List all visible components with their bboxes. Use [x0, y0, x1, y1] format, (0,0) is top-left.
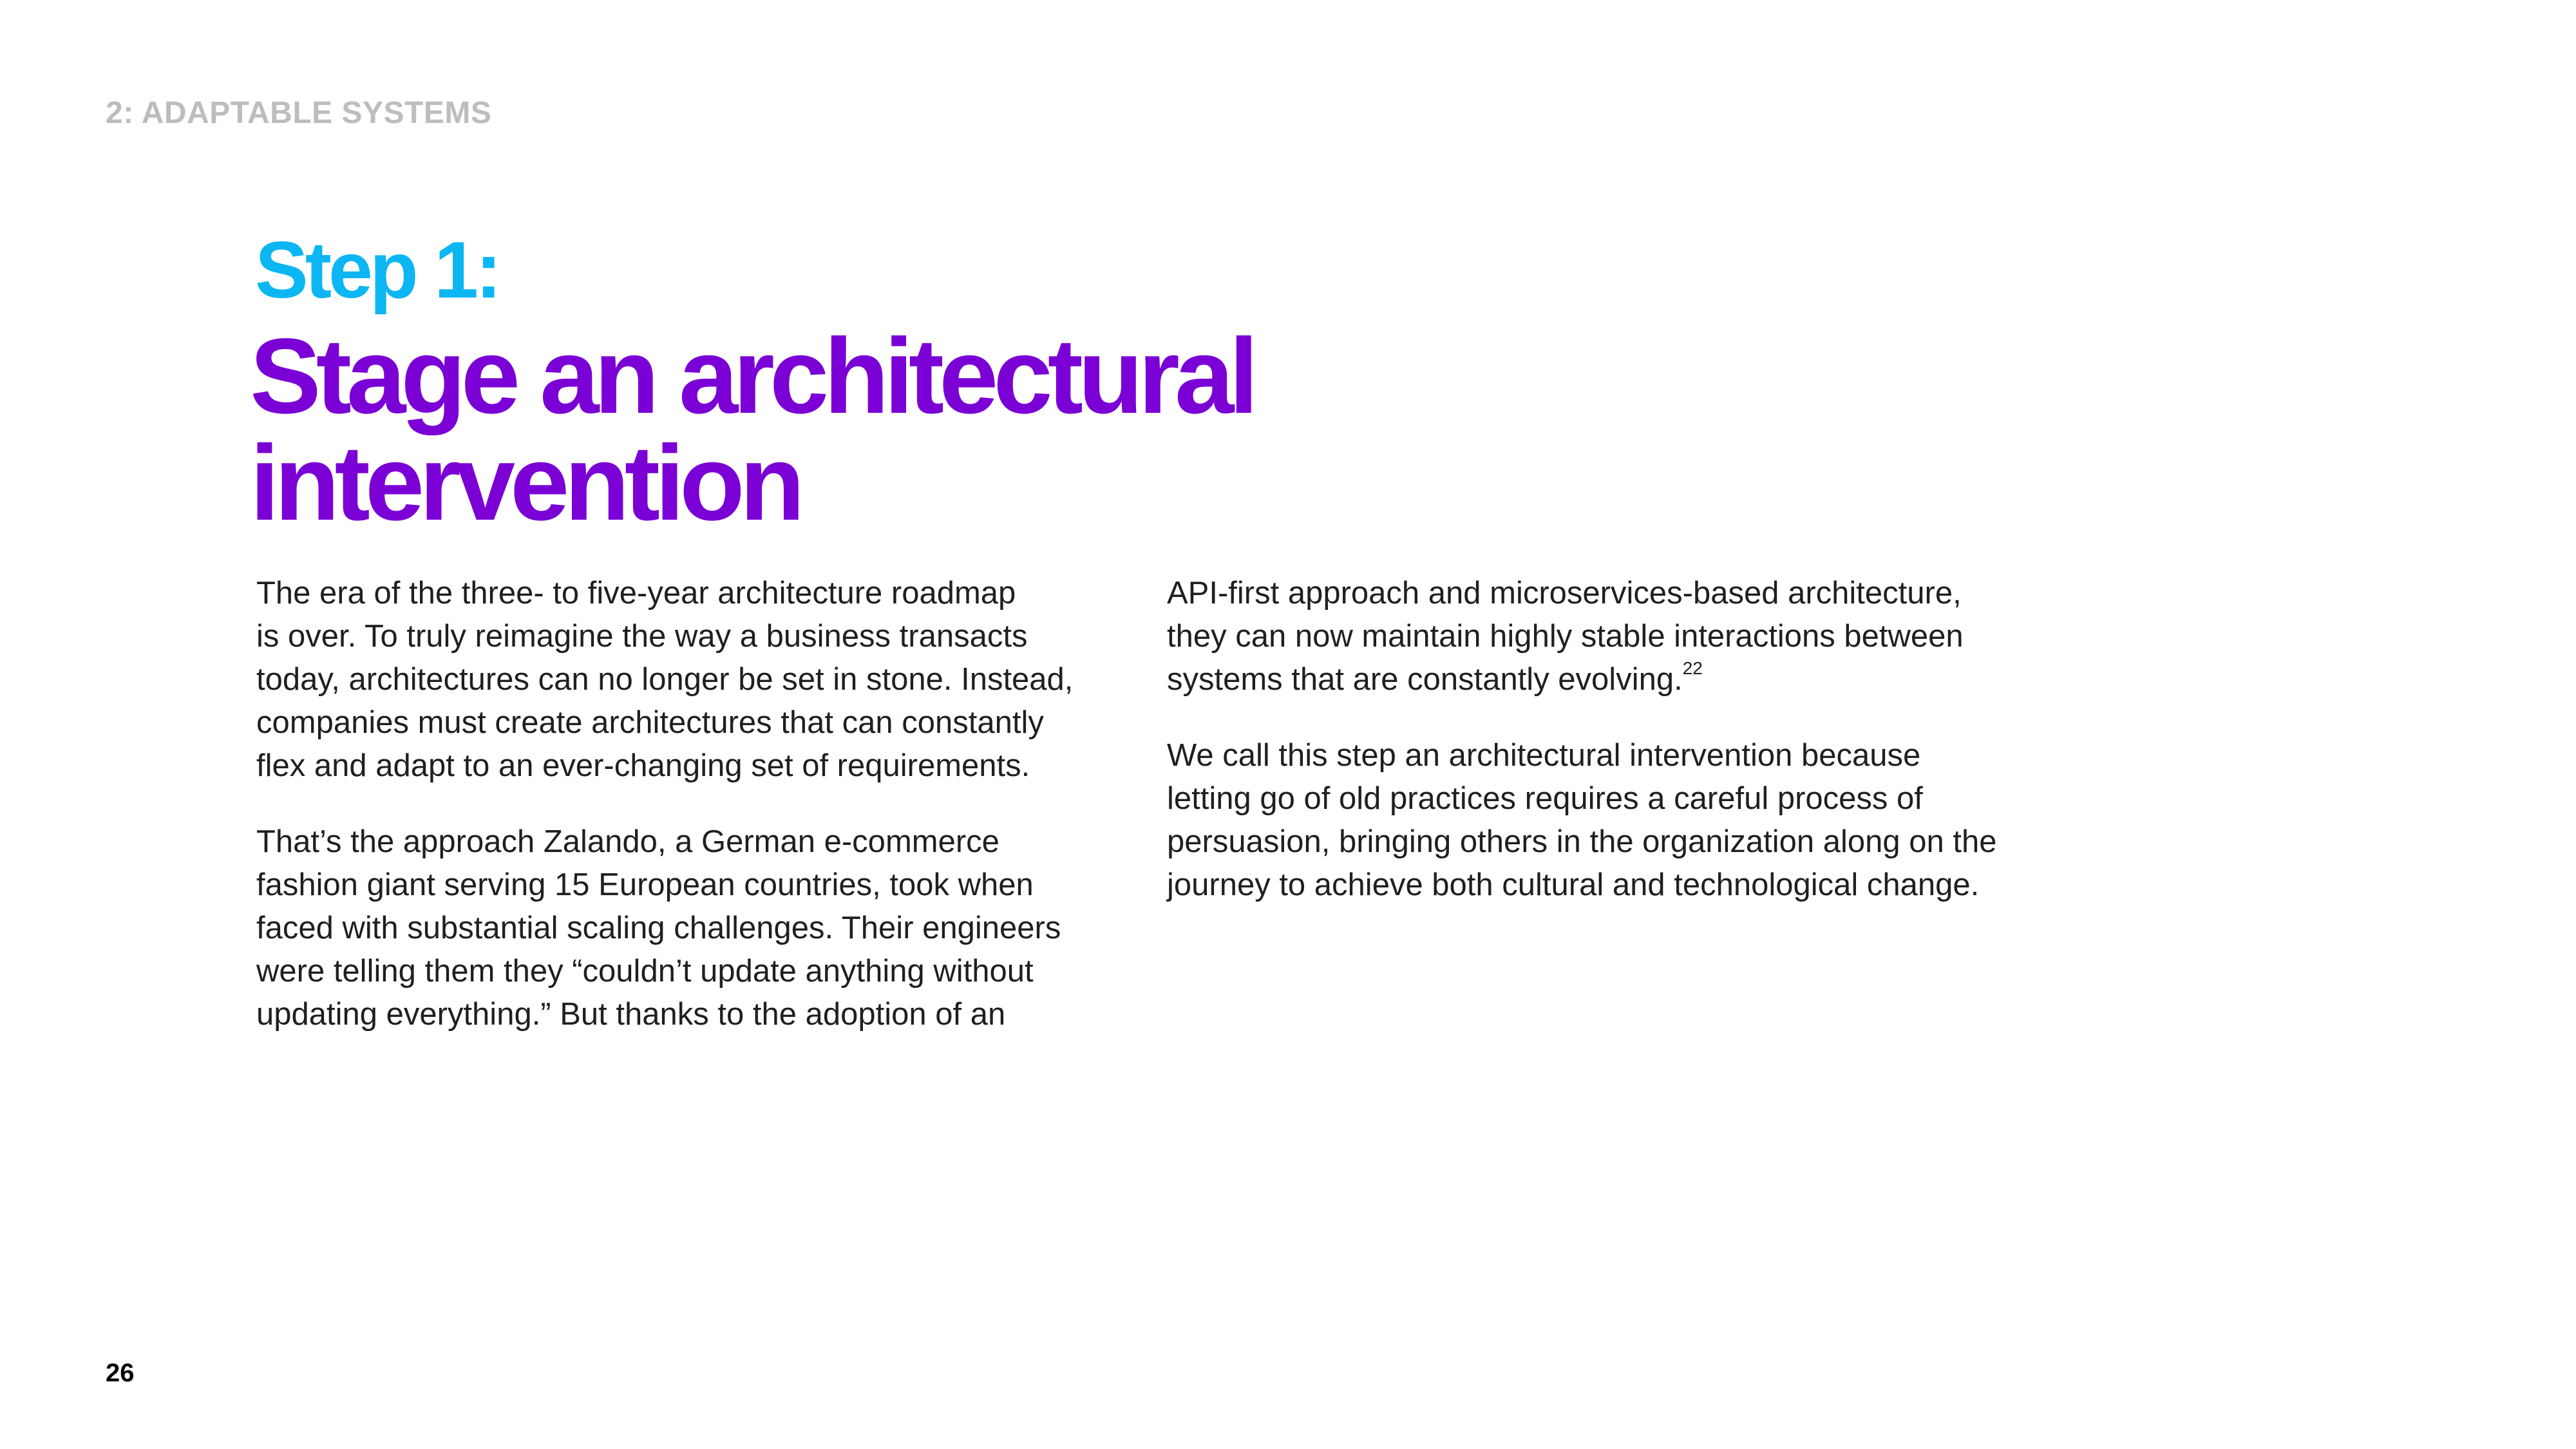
body-line: faced with substantial scaling challenges. Their engineers [256, 911, 1061, 945]
body-line: We call this step an architectural intervention because [1167, 738, 1921, 773]
body-paragraph [1167, 572, 2056, 701]
headline-line: intervention [250, 424, 800, 543]
body-line: flex and adapt to an ever-changing set of requirements. [256, 748, 1030, 783]
body-line: letting go of old practices requires a careful process of [1167, 781, 1923, 816]
headline-line: Stage an architectural [250, 317, 1254, 436]
body-line: journey to achieve both cultural and technological change. [1167, 867, 1980, 902]
body-line: API-first approach and microservices-based architecture, [1167, 576, 1962, 611]
body-line-text: systems that are constantly evolving. [1167, 662, 1683, 697]
page-number: 26 [106, 1359, 135, 1387]
body-line: updating everything.” But thanks to the adoption of an [256, 997, 1006, 1032]
page-headline [250, 317, 1254, 543]
body-column-right [1167, 572, 2056, 940]
body-line: they can now maintain highly stable interactions between [1167, 619, 1964, 654]
body-line: persuasion, bringing others in the organization along on the [1167, 824, 1997, 859]
body-paragraph [256, 820, 1113, 1036]
body-column-left [256, 572, 1113, 1069]
body-line: were telling them they “couldn’t update anything without [256, 954, 1034, 989]
body-line-with-footnote [1167, 658, 2056, 701]
body-line: today, architectures can no longer be set in stone. Instead, [256, 662, 1074, 697]
body-line: That’s the approach Zalando, a German e-commerce [256, 824, 999, 859]
body-line: fashion giant serving 15 European countries, took when [256, 867, 1034, 902]
step-label: Step 1: [255, 226, 499, 315]
body-paragraph [256, 572, 1113, 788]
body-line: companies must create architectures that can constantly [256, 705, 1044, 740]
body-line: The era of the three- to five-year architecture roadmap [256, 576, 1016, 611]
body-line: is over. To truly reimagine the way a business transacts [256, 619, 1028, 654]
section-label: 2: ADAPTABLE SYSTEMS [106, 96, 492, 130]
footnote-reference[interactable]: 22 [1682, 658, 1703, 678]
body-paragraph [1167, 734, 2056, 907]
